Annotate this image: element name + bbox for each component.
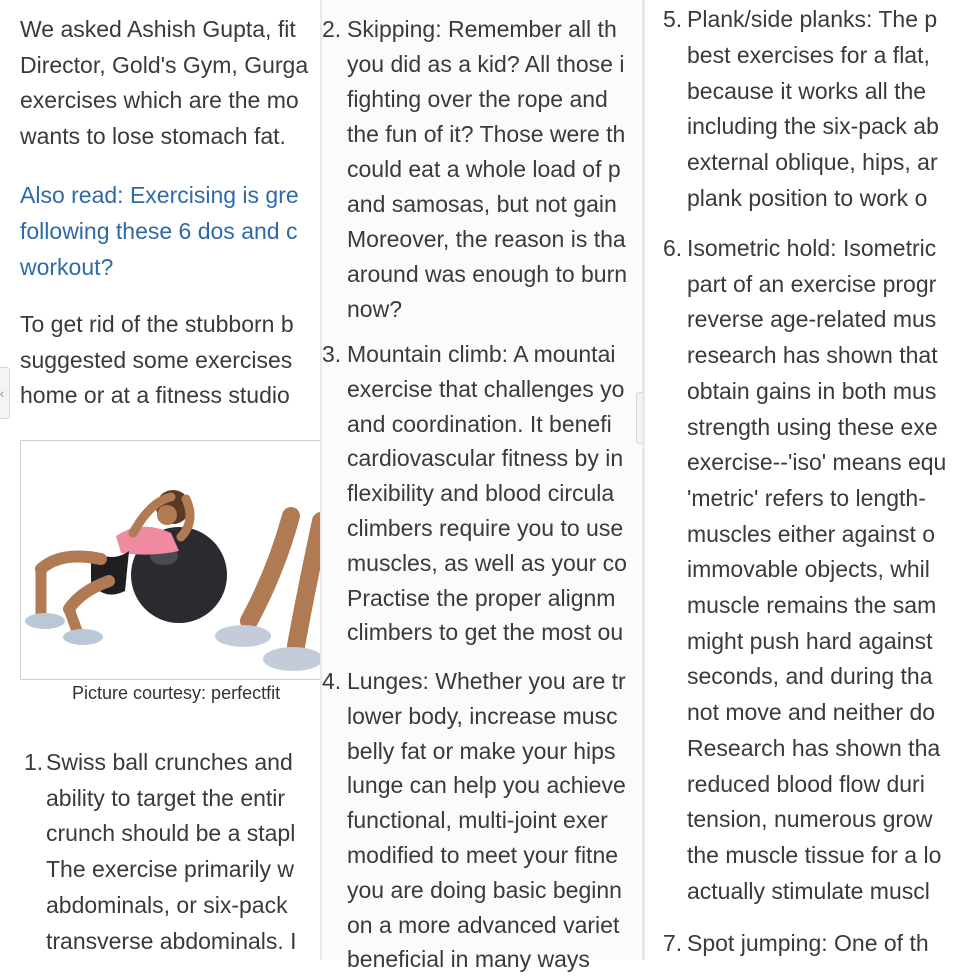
text-line: cardiovascular fitness by in — [347, 445, 624, 472]
text-line: beneficial in many ways — [347, 946, 590, 973]
text-line: now? — [347, 296, 402, 322]
text-line: Lunges: Whether you are tr — [347, 668, 626, 694]
text-line: climbers to get the most ou — [347, 619, 624, 646]
exercise-photo — [20, 440, 324, 680]
text-line: Mountain climb: A mountai — [347, 341, 616, 367]
text-line: Director, Gold's Gym, Gurga — [20, 51, 309, 78]
text-line: climbers require you to use — [347, 515, 624, 541]
text-line: suggested some exercises — [20, 346, 293, 373]
text-line: seconds, and during tha — [687, 663, 933, 690]
text-line: strength using these exe — [687, 413, 938, 440]
text-line: Research has shown tha — [687, 734, 941, 761]
text-line: because it works all the — [687, 77, 927, 104]
text-line: ability to target the entir — [46, 784, 286, 811]
text-line: Practise the proper alignm — [347, 584, 616, 611]
list-number: 7. — [663, 930, 683, 956]
text-line: not move and neither do — [687, 699, 936, 726]
article-column-1 — [0, 0, 322, 960]
text-line: flexibility and blood circula — [347, 480, 615, 507]
text-line: Moreover, the reason is tha — [347, 226, 626, 252]
article-column-3 — [645, 0, 960, 960]
text-line: belly fat or make your hips — [347, 737, 616, 764]
list-number: 1. — [24, 749, 44, 775]
text-line: home or at a fitness studio — [20, 382, 290, 408]
text-line: muscles, as well as your co — [347, 549, 627, 576]
chevron-left-icon: ‹ — [0, 385, 5, 401]
list-number: 2. — [322, 16, 342, 42]
text-line: best exercises for a flat, — [687, 41, 930, 68]
scroll-left-handle[interactable] — [0, 367, 10, 419]
text-line: muscles either against o — [687, 520, 936, 547]
article-column-2 — [322, 0, 642, 973]
text-line[interactable]: following these 6 dos and c — [20, 218, 298, 244]
text-line: exercises which are the mo — [20, 87, 299, 113]
text-line: functional, multi-joint exer — [347, 807, 608, 834]
text-line: around was enough to burn — [347, 261, 628, 287]
text-line: modified to meet your fitne — [347, 842, 619, 868]
text-line: 'metric' refers to length- — [687, 484, 926, 511]
text-line: We asked Ashish Gupta, fit — [20, 16, 296, 42]
text-line: Plank/side planks: The p — [687, 6, 938, 32]
text-line: Spot jumping: One of th — [687, 930, 929, 956]
list-number: 6. — [663, 235, 683, 261]
text-line: The exercise primarily w — [46, 856, 294, 883]
text-line: tension, numerous grow — [687, 806, 933, 833]
text-line: exercise that challenges yo — [347, 375, 625, 402]
list-number: 5. — [663, 6, 683, 32]
text-line: could eat a whole load of p — [347, 156, 621, 182]
text-line: immovable objects, whil — [687, 556, 930, 583]
text-line: wants to lose stomach fat. — [20, 122, 286, 149]
text-line: the fun of it? Those were th — [347, 121, 626, 147]
swiss-ball-crunch-image — [21, 441, 323, 679]
text-line: you did as a kid? All those i — [347, 51, 625, 77]
text-line: including the six-pack ab — [687, 113, 939, 140]
text-line: part of an exercise progr — [687, 270, 937, 297]
photo-caption: Picture courtesy: perfectfit — [72, 683, 281, 703]
text-line: fighting over the rope and — [347, 86, 608, 112]
text-line[interactable]: workout? — [20, 254, 114, 280]
text-line: crunch should be a stapl — [46, 820, 296, 847]
text-line: Isometric hold: Isometric — [687, 235, 937, 261]
text-line: and samosas, but not gain — [347, 191, 617, 217]
text-line: actually stimulate muscl — [687, 877, 930, 904]
text-line[interactable]: Also read: Exercising is gre — [20, 182, 299, 208]
text-line: plank position to work o — [687, 185, 928, 211]
text-line: lunge can help you achieve — [347, 772, 626, 799]
text-line: abdominals, or six-pack — [46, 891, 288, 918]
list-number: 3. — [322, 341, 342, 367]
text-line: muscle remains the sam — [687, 592, 937, 618]
text-line: reduced blood flow duri — [687, 770, 925, 797]
text-line: Swiss ball crunches and — [46, 749, 293, 775]
text-line: and coordination. It benefi — [347, 410, 612, 437]
list-number: 4. — [322, 668, 342, 694]
text-line: transverse abdominals. I — [46, 927, 297, 954]
text-line: might push hard against — [687, 627, 933, 654]
text-line: To get rid of the stubborn b — [20, 311, 294, 337]
text-line: Skipping: Remember all th — [347, 16, 617, 42]
text-line: the muscle tissue for a lo — [687, 841, 942, 868]
text-line: lower body, increase musc — [347, 702, 618, 729]
text-line: external oblique, hips, ar — [687, 149, 938, 176]
text-line: obtain gains in both mus — [687, 377, 937, 404]
text-line: research has shown that — [687, 342, 938, 369]
text-line: on a more advanced variet — [347, 911, 620, 938]
text-line: reverse age-related mus — [687, 306, 937, 333]
text-line: you are doing basic beginn — [347, 876, 622, 903]
text-line: exercise--'iso' means equ — [687, 449, 947, 476]
